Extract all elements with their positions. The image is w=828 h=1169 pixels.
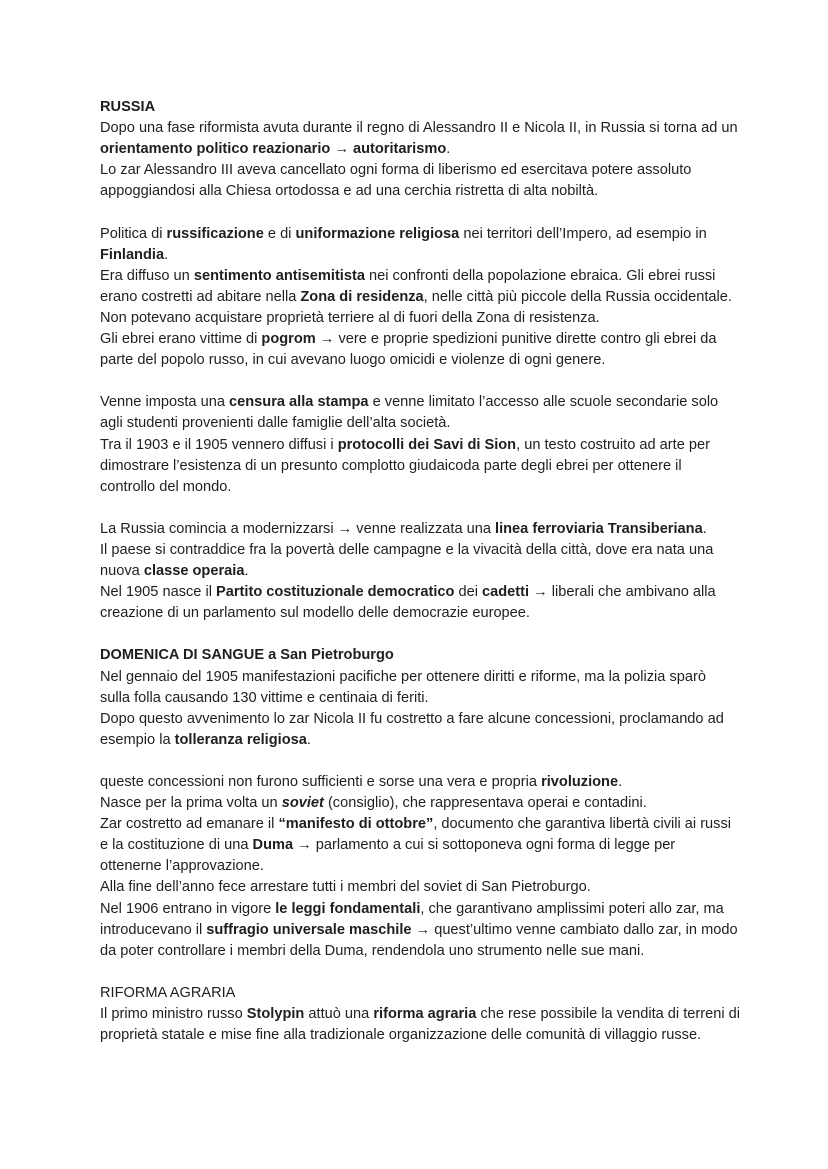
text-run: nei territori dell’Impero, ad esempio in (459, 225, 707, 242)
bold-term: “manifesto di ottobre” (278, 816, 434, 833)
text-run: → vere e proprie spedizioni punitive dirette contro gli ebrei da parte del popolo russo, in cui avevano luogo omicidi e violenze di ogni genere. (100, 331, 717, 369)
bold-term: Partito costituzionale democratico (216, 584, 455, 601)
text-run: La Russia comincia a modernizzarsi → venne realizzata una (100, 520, 496, 537)
text-run: → liberali che ambivano alla creazione di un parlamento sul modello delle democrazie europee. (100, 584, 716, 622)
text-run: . (244, 563, 249, 580)
text-run: Politica di (100, 225, 167, 242)
text-run: e di (263, 225, 296, 242)
spacer (100, 624, 740, 645)
text-run: (consiglio), che rappresentava operai e contadini. (323, 795, 647, 812)
bold-term: cadetti (482, 584, 530, 601)
heading-bold-part: DOMENICA DI SANGUE a San Pietroburgo (100, 647, 394, 664)
paragraph (100, 392, 740, 434)
paragraph (100, 118, 740, 160)
paragraph (100, 793, 740, 814)
paragraph (100, 1004, 740, 1046)
text-run: , nelle città più piccole della Russia occidentale. Non potevano acquistare proprietà terriere al di fuori della Zona di resistenza. (100, 288, 732, 326)
bold-term: Stolypin (246, 1006, 305, 1023)
section-heading-domenica-di-sangue (100, 645, 740, 666)
text-run: Nasce per la prima volta un (100, 795, 282, 812)
paragraph (100, 160, 740, 202)
bold-term: protocolli dei Savi di Sion (337, 436, 517, 453)
text-run: queste concessioni non furono sufficienti e sorse una vera e propria (100, 774, 542, 790)
text-run: Lo zar Alessandro III aveva cancellato ogni forma di liberismo ed esercitava potere assoluto appoggiandosi alla Chiesa ortodossa e ad una cerchia ristretta di alta nobiltà. (100, 162, 692, 200)
bold-term: le leggi fondamentali (275, 900, 421, 917)
paragraph (100, 540, 740, 582)
paragraph (100, 772, 740, 793)
bold-term: riforma agraria (373, 1006, 477, 1023)
bold-italic-term: soviet (281, 795, 324, 812)
text-run: Alla fine dell’anno fece arrestare tutti i membri del soviet di San Pietroburgo. (100, 879, 591, 896)
text-run: Zar costretto ad emanare il (100, 816, 279, 833)
section-body-riforma-agraria (100, 1004, 740, 1046)
text-run: attuò una (304, 1006, 374, 1023)
bold-term: russificazione (166, 225, 264, 242)
paragraph (100, 667, 740, 709)
paragraph (100, 709, 740, 751)
text-run: . (446, 141, 451, 158)
document-page (100, 97, 740, 1046)
section-heading-russia: RUSSIA (100, 99, 156, 115)
text-run: → parlamento a cui si sottoponeva ogni forma di legge per ottenerne l’approvazione. (100, 837, 676, 875)
text-run: dei (454, 584, 483, 601)
paragraph (100, 582, 740, 624)
paragraph (100, 519, 740, 540)
spacer (100, 751, 740, 772)
bold-term: sentimento antisemitista (193, 267, 365, 284)
text-run: Era diffuso un (100, 267, 194, 284)
text-run: e venne limitato l’accesso alle scuole secondarie solo agli studenti provenienti dalle famiglie dell’alta società. (100, 394, 719, 432)
paragraph (100, 224, 740, 266)
text-run: Dopo questo avvenimento lo zar Nicola II fu costretto a fare alcune concessioni, proclamando ad esempio la (100, 710, 724, 748)
text-run: Nel gennaio del 1905 manifestazioni pacifiche per ottenere diritti e riforme, ma la polizia sparò sulla folla causando 130 vittime e centinaia di feriti. (100, 668, 706, 706)
paragraph (100, 814, 740, 877)
bold-term: pogrom (261, 331, 316, 348)
text-run: , un testo costruito ad arte per dimostrare l’esistenza di un presunto complotto giudaicoda parte degli ebrei per ottenere il controllo del mondo. (100, 436, 710, 495)
bold-term: Zona di residenza (300, 288, 424, 305)
text-run: , che garantivano amplissimi poteri allo zar, ma introducevano il (100, 900, 724, 938)
bold-term: suffragio universale maschile (206, 921, 412, 938)
text-run: che rese possibile la vendita di terreni di proprietà statale e mise fine alla tradizionale organizzazione delle comunità di villaggio russe. (100, 1006, 741, 1044)
bold-term: classe operaia (143, 563, 245, 580)
text-run: nei confronti della popolazione ebraica. Gli ebrei russi erano costretti ad abitare nella (100, 267, 716, 305)
text-run: → quest’ultimo venne cambiato dallo zar, in modo da poter controllare i membri della Duma, rendendola uno strumento nelle sue mani. (100, 921, 738, 959)
paragraph (100, 877, 740, 898)
text-run: , documento che garantiva libertà civili ai russi e la costituzione di una (100, 816, 732, 854)
spacer (100, 202, 740, 223)
text-run: . (702, 520, 707, 537)
bold-term: tolleranza religiosa (174, 731, 307, 748)
spacer (100, 371, 740, 392)
bold-term: orientamento politico reazionario → autoritarismo (100, 141, 447, 158)
text-run: Gli ebrei erano vittime di (100, 331, 262, 348)
text-run: Nel 1906 entrano in vigore (100, 900, 276, 917)
bold-term: Duma (252, 837, 294, 854)
text-run: Venne imposta una (100, 394, 230, 411)
text-run: Tra il 1903 e il 1905 vennero diffusi i (100, 436, 338, 453)
bold-term: rivoluzione (541, 774, 619, 790)
bold-term: censura alla stampa (229, 394, 369, 411)
text-run: Il paese si contraddice fra la povertà delle campagne e la vivacità della città, dove era nata una nuova (100, 541, 714, 580)
section-body-domenica-di-sangue (100, 667, 740, 962)
text-run: Nel 1905 nasce il (100, 584, 217, 601)
text-run: . (306, 731, 311, 748)
text-run: Dopo una fase riformista avuta durante il regno di Alessandro II e Nicola II, in Russia si torna ad un (100, 120, 738, 137)
paragraph (100, 435, 740, 498)
bold-term: linea ferroviaria Transiberiana (495, 520, 703, 537)
paragraph (100, 899, 740, 962)
paragraph (100, 329, 740, 371)
text-run: Il primo ministro russo (100, 1006, 247, 1023)
section-heading-riforma-agraria: RIFORMA AGRARIA (100, 984, 236, 1001)
bold-term: uniformazione religiosa (295, 225, 460, 242)
spacer (100, 498, 740, 519)
text-run: . (164, 246, 169, 263)
bold-term: Finlandia (100, 246, 165, 263)
spacer (100, 962, 740, 983)
section-body-russia (100, 118, 740, 624)
text-run: . (618, 774, 623, 790)
paragraph (100, 266, 740, 329)
